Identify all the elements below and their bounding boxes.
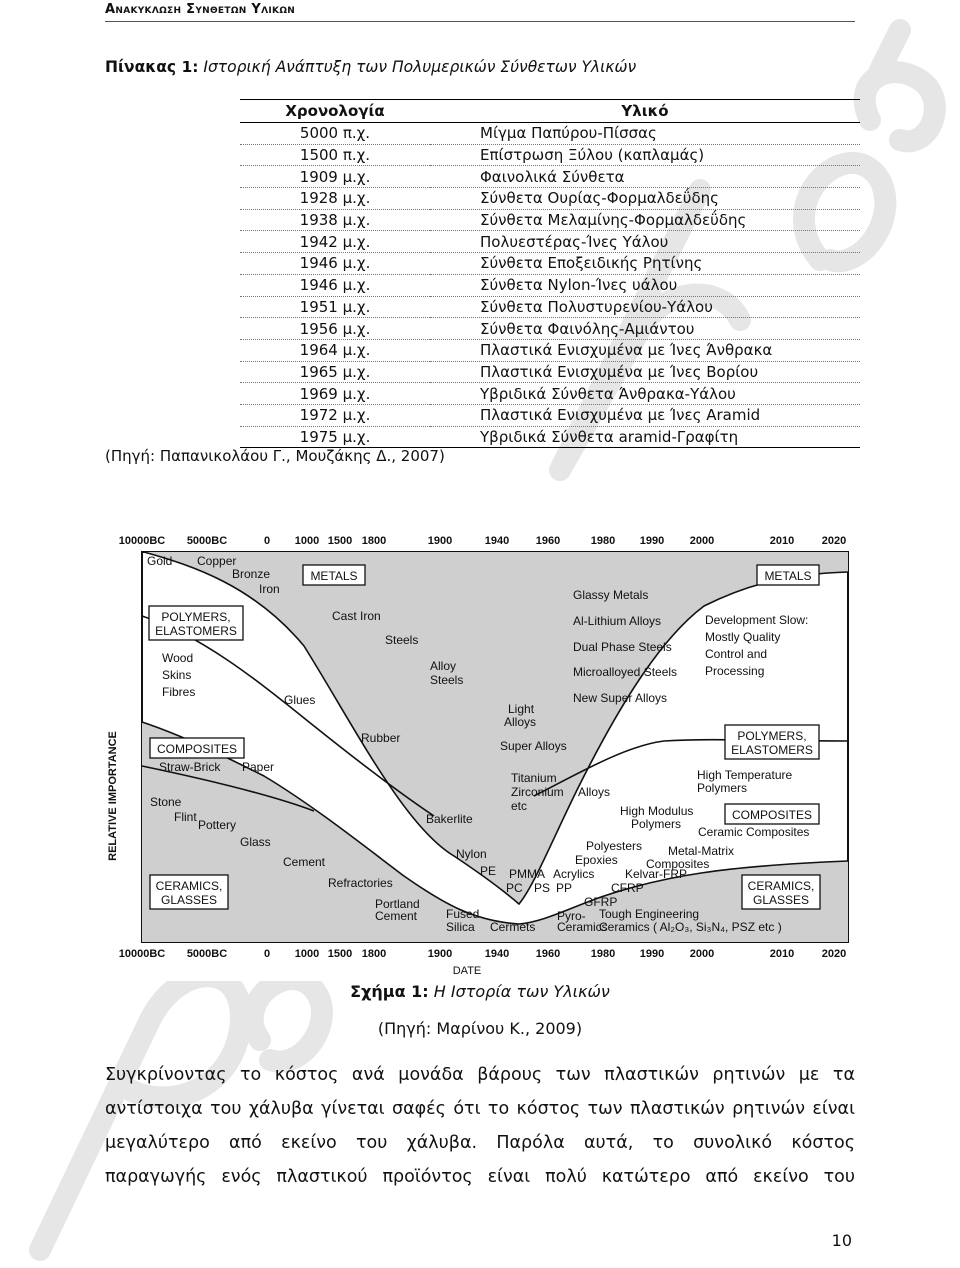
metal-label: Bronze xyxy=(232,567,271,581)
metal-label: Alloys xyxy=(578,785,611,799)
year-cell: 1909 μ.χ. xyxy=(240,166,430,188)
metal-label: Steels xyxy=(385,633,419,647)
year-cell: 5000 π.χ. xyxy=(240,123,430,145)
material-cell: Μίγμα Παπύρου-Πίσσας xyxy=(430,123,860,145)
year-cell: 1951 μ.χ. xyxy=(240,296,430,318)
metal-label: Gold xyxy=(147,554,173,568)
composite-label: CFRP xyxy=(611,881,644,895)
metal-label: Light xyxy=(508,702,535,716)
category-label-metals: METALS xyxy=(764,569,812,583)
polymer-label: Acrylics xyxy=(553,867,595,881)
ceramic-label: Cermets xyxy=(490,920,536,934)
table-row xyxy=(240,339,860,361)
polymer-label: Bakerlite xyxy=(426,812,473,826)
ceramic-label: Flint xyxy=(174,810,197,824)
new-metal-label: Al-Lithium Alloys xyxy=(573,614,662,628)
new-metal-label: New Super Alloys xyxy=(573,691,668,705)
composite-label: Straw-Brick xyxy=(159,760,221,774)
x-tick-label-top: 2010 xyxy=(769,535,795,547)
table-row xyxy=(240,166,860,188)
history-table xyxy=(240,99,860,448)
x-tick-label-top: 2000 xyxy=(689,535,715,547)
x-tick-label-top: 10000BC xyxy=(118,535,166,547)
x-tick-label-bottom: 1000 xyxy=(294,948,320,960)
composite-label: Metal-Matrix xyxy=(668,844,735,858)
x-tick-label-bottom: 1990 xyxy=(639,948,665,960)
polymer-label: Epoxies xyxy=(575,853,618,867)
material-cell: Πλαστικά Ενισχυμένα με Ίνες Βορίου xyxy=(430,361,860,383)
year-cell: 1956 μ.χ. xyxy=(240,318,430,340)
figure-caption-label: Σχήμα 1: xyxy=(350,982,429,1001)
year-cell: 1969 μ.χ. xyxy=(240,383,430,405)
ceramic-label: Pottery xyxy=(198,818,237,832)
figure-source: (Πηγή: Μαρίνου Κ., 2009) xyxy=(377,1019,583,1038)
year-cell: 1972 μ.χ. xyxy=(240,404,430,426)
ceramic-label: Portland xyxy=(375,897,420,911)
category-label-polymers: ELASTOMERS xyxy=(731,743,813,757)
x-tick-label-bottom: 1500 xyxy=(327,948,353,960)
polymer-label: High Temperature xyxy=(697,768,793,782)
x-tick-label-top: 0 xyxy=(263,535,271,547)
x-tick-label-bottom: 10000BC xyxy=(118,948,166,960)
column-header-year: Χρονολογία xyxy=(240,100,430,123)
metal-label: Steels xyxy=(430,673,464,687)
figure-caption xyxy=(0,982,960,1001)
ceramic-label: Refractories xyxy=(328,876,393,890)
running-header: Ανακυκλωση Συνθετων Υλικων xyxy=(105,2,855,22)
metal-label: Super Alloys xyxy=(500,739,567,753)
year-cell: 1964 μ.χ. xyxy=(240,339,430,361)
table-row xyxy=(240,231,860,253)
material-cell: Επίστρωση Ξύλου (καπλαμάς) xyxy=(430,144,860,166)
category-label-metals: METALS xyxy=(310,569,358,583)
x-tick-label-top: 1000 xyxy=(294,535,320,547)
x-tick-label-bottom: 1980 xyxy=(590,948,616,960)
development-note: Processing xyxy=(705,664,765,678)
material-cell: Υβριδικά Σύνθετα aramid-Γραφίτη xyxy=(430,426,860,448)
metal-label: Cast Iron xyxy=(332,609,381,623)
category-label-composites: COMPOSITES xyxy=(731,808,813,822)
composite-label: Paper xyxy=(242,760,275,774)
table-row xyxy=(240,296,860,318)
development-note: Mostly Quality xyxy=(705,630,781,644)
material-cell: Σύνθετα Πολυστυρενίου-Υάλου xyxy=(430,296,860,318)
body-paragraph xyxy=(105,1058,855,1194)
paragraph-line: μεγαλύτερο από εκείνο του χάλυβα. Παρόλα αυτά, το συνολικό κόστος xyxy=(105,1133,855,1153)
material-cell: Σύνθετα Nylon-Ίνες υάλου xyxy=(430,274,860,296)
ceramic-label: Glass xyxy=(240,835,271,849)
year-cell: 1500 π.χ. xyxy=(240,144,430,166)
table-caption-text: Ιστορική Ανάπτυξη των Πολυμερικών Σύνθετων Υλικών xyxy=(203,58,637,76)
x-tick-label-bottom: 5000BC xyxy=(186,948,228,960)
polymer-label: Glues xyxy=(284,693,316,707)
category-label-polymers: POLYMERS, xyxy=(737,729,807,743)
ceramic-label: Cement xyxy=(283,855,326,869)
x-tick-label-bottom: 2010 xyxy=(769,948,795,960)
metal-label: Copper xyxy=(197,554,237,568)
polymer-label: Fibres xyxy=(162,685,196,699)
polymer-label: Wood xyxy=(162,651,194,665)
polymer-label: Polymers xyxy=(631,817,682,831)
category-label-ceramics: GLASSES xyxy=(752,893,810,907)
x-tick-label-bottom: 1960 xyxy=(535,948,561,960)
x-tick-label-bottom: 1940 xyxy=(484,948,510,960)
ceramic-label: Tough Engineering xyxy=(599,907,700,921)
metal-label: Alloys xyxy=(504,715,537,729)
page-number: 10 xyxy=(831,1231,852,1250)
x-tick-label-bottom: 0 xyxy=(263,948,271,960)
material-cell: Πλαστικά Ενισχυμένα με Ίνες Άνθρακα xyxy=(430,339,860,361)
year-cell: 1942 μ.χ. xyxy=(240,231,430,253)
table-row xyxy=(240,123,860,145)
x-tick-label-top: 5000BC xyxy=(186,535,228,547)
column-header-material: Υλικό xyxy=(430,100,860,123)
table-caption xyxy=(105,58,636,76)
ceramic-label: Fused xyxy=(446,907,480,921)
polymer-label: Skins xyxy=(162,668,192,682)
materials-history-chart xyxy=(104,526,854,981)
polymer-label: PP xyxy=(556,881,573,895)
ceramic-label: Ceramics ( Al₂O₃, Si₃N₄, PSZ etc ) xyxy=(599,920,782,934)
material-cell: Σύνθετα Φαινόλης-Αμιάντου xyxy=(430,318,860,340)
ceramic-label: Silica xyxy=(446,920,475,934)
ceramic-label: Ceramics xyxy=(557,920,608,934)
table-header-row xyxy=(240,100,860,123)
polymer-label: PE xyxy=(480,864,497,878)
polymer-label: PS xyxy=(534,881,551,895)
year-cell: 1946 μ.χ. xyxy=(240,274,430,296)
table-row xyxy=(240,253,860,275)
polymer-label: Rubber xyxy=(361,731,401,745)
x-tick-label-top: 1980 xyxy=(590,535,616,547)
table-caption-label: Πίνακας 1: xyxy=(105,58,199,76)
y-axis-label: RELATIVE IMPORTANCE xyxy=(107,731,119,861)
material-cell: Φαινολικά Σύνθετα xyxy=(430,166,860,188)
metal-label: Zirconium xyxy=(511,785,564,799)
x-tick-label-top: 1940 xyxy=(484,535,510,547)
table-row xyxy=(240,144,860,166)
metal-label: Alloy xyxy=(430,659,457,673)
x-tick-label-top: 1800 xyxy=(361,535,387,547)
polymer-label: Nylon xyxy=(456,847,487,861)
year-cell: 1938 μ.χ. xyxy=(240,209,430,231)
figure-caption-text: Η Ιστορία των Υλικών xyxy=(433,982,610,1001)
x-tick-label-bottom: 2000 xyxy=(689,948,715,960)
x-tick-label-bottom: 1800 xyxy=(361,948,387,960)
category-label-ceramics: CERAMICS, xyxy=(747,879,815,893)
x-tick-label-top: 2020 xyxy=(821,535,847,547)
category-label-ceramics: CERAMICS, xyxy=(155,879,223,893)
category-label-polymers: POLYMERS, xyxy=(161,610,231,624)
category-label-ceramics: GLASSES xyxy=(160,893,218,907)
x-tick-label-top: 1900 xyxy=(427,535,453,547)
polymer-label: Polymers xyxy=(697,781,748,795)
category-label-polymers: ELASTOMERS xyxy=(155,624,237,638)
new-metal-label: Dual Phase Steels xyxy=(573,640,672,654)
composite-label: Composites xyxy=(646,857,710,871)
polymer-label: Polyesters xyxy=(586,839,643,853)
ceramic-label: Cement xyxy=(375,909,418,923)
new-metal-label: Microalloyed Steels xyxy=(573,665,678,679)
paragraph-line: παραγωγής ενός πλαστικού προϊόντος είναι πολύ κατώτερο από εκείνο του xyxy=(105,1167,855,1187)
x-tick-label-bottom: 2020 xyxy=(821,948,847,960)
x-axis-label: DATE xyxy=(452,965,482,977)
material-cell: Σύνθετα Μελαμίνης-Φορμαλδεΰδης xyxy=(430,209,860,231)
year-cell: 1928 μ.χ. xyxy=(240,188,430,210)
table-row xyxy=(240,318,860,340)
development-note: Control and xyxy=(705,647,768,661)
x-tick-label-top: 1500 xyxy=(327,535,353,547)
year-cell: 1946 μ.χ. xyxy=(240,253,430,275)
material-cell: Πλαστικά Ενισχυμένα με Ίνες Aramid xyxy=(430,404,860,426)
table-row xyxy=(240,426,860,448)
material-cell: Σύνθετα Εποξειδικής Ρητίνης xyxy=(430,253,860,275)
x-tick-label-top: 1960 xyxy=(535,535,561,547)
composite-label: Ceramic Composites xyxy=(698,825,810,839)
paragraph-line: Συγκρίνοντας το κόστος ανά μονάδα βάρους των πλαστικών ρητινών με τα xyxy=(105,1065,855,1085)
table-row xyxy=(240,404,860,426)
year-cell: 1975 μ.χ. xyxy=(240,426,430,448)
category-label-composites: COMPOSITES xyxy=(156,742,238,756)
ceramic-label: Stone xyxy=(150,795,182,809)
material-cell: Πολυεστέρας-Ίνες Υάλου xyxy=(430,231,860,253)
material-cell: Υβριδικά Σύνθετα Άνθρακα-Υάλου xyxy=(430,383,860,405)
table-row xyxy=(240,188,860,210)
table-body xyxy=(240,123,860,448)
table-row xyxy=(240,361,860,383)
x-tick-label-bottom: 1900 xyxy=(427,948,453,960)
new-metal-label: Glassy Metals xyxy=(573,588,649,602)
table-row xyxy=(240,274,860,296)
polymer-label: High Modulus xyxy=(620,804,694,818)
metal-label: Titanium xyxy=(511,771,557,785)
table-row xyxy=(240,383,860,405)
table-source: (Πηγή: Παπανικολάου Γ., Μουζάκης Δ., 2007) xyxy=(105,447,445,465)
material-cell: Σύνθετα Ουρίας-Φορμαλδεΰδης xyxy=(430,188,860,210)
ceramic-label: Pyro- xyxy=(557,909,586,923)
polymer-label: PMMA xyxy=(509,867,545,881)
table-row xyxy=(240,209,860,231)
year-cell: 1965 μ.χ. xyxy=(240,361,430,383)
x-tick-label-top: 1990 xyxy=(639,535,665,547)
metal-label: Iron xyxy=(259,582,280,596)
development-note: Development Slow: xyxy=(705,613,809,627)
polymer-label: PC xyxy=(506,881,523,895)
composite-label: GFRP xyxy=(584,895,618,909)
metal-label: etc xyxy=(511,799,528,813)
paragraph-line: αντίστοιχα του χάλυβα γίνεται σαφές ότι το κόστος των πλαστικών ρητινών είναι xyxy=(105,1099,855,1119)
composite-label: Kelvar-FRP xyxy=(625,867,688,881)
